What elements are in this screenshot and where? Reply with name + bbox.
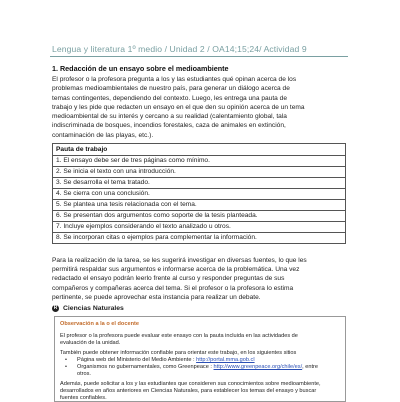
intro-line: El profesor o la profesora pregunta a los y las estudiantes qué opinan acerca de los [52,76,297,83]
pauta-item: 1. El ensayo debe ser de tres páginas como mínimo. [53,156,345,167]
observation-line: Además, puede solicitar a los y las estudiantes que consideren sus conocimientos sobre medioambiente, [60,381,321,387]
ciencias-bullet-icon: R [53,305,58,311]
ciencias-heading [52,305,124,312]
after-line: compañeros y compañeras acerca del tema. Si el profesor o la profesora lo estima [52,284,294,292]
pauta-item: 7. Incluye ejemplos considerando el texto analizado u otros. [53,222,345,233]
observation-line: También puede obtener información confiable para orientar este trabajo, en los siguientes sitios [60,350,297,356]
observation-line: evaluación de la unidad. [60,340,121,346]
bullet-text: Organismos no gubernamentales, como Greenpeace [77,364,209,370]
bullet-text: Página web del Ministerio del Medio Ambiente [77,357,192,363]
observation-bullet: • Página web del Ministerio del Medio Ambiente : http://portal.mma.gob.cl [65,357,255,363]
intro-line: trabajo y les pide que redacten un ensayo en el que den su opinión acerca de un tema [52,103,305,111]
greenpeace-link[interactable]: http://www.greenpeace.org/chile/es/ [213,364,303,370]
observation-line: fuentes confiables. [60,395,107,401]
intro-line: indiscriminada de bosques, incendios forestales, caza de animales en extinción, [52,122,286,130]
after-line: pertinente, se puede aprovechar esta instancia para realizar un debate. [52,293,261,301]
after-paragraph [52,256,352,302]
intro-paragraph [52,75,352,140]
pauta-table [52,143,346,244]
after-line: redactado el ensayo podrán leerlo frente al curso y responder preguntas de sus [52,275,285,283]
observation-line: El profesor o la profesora puede evaluar este ensayo con la pauta incluida en las actividades de [60,333,298,339]
bullet-dot-icon: • [65,364,67,370]
observation-box [54,316,346,402]
header-divider [50,56,348,57]
observation-bullet-cont: otros. [77,371,91,377]
intro-line: problemas medioambientales de nuestro país, para generar un diálogo acerca de [52,85,290,93]
section-title: 1. Redacción de un ensayo sobre el medioambiente [52,64,229,73]
intro-line: temas contingentes, dependiendo del contexto. Luego, les entrega una pauta de [52,94,287,102]
after-line: permitirá respaldar sus argumentos e informarse acerca de la problemática. Una vez [52,266,300,274]
page-header: Lengua y literatura 1º medio / Unidad 2 / OA14;15;24/ Actividad 9 [52,44,307,54]
pauta-item: 8. Se incorporan citas o ejemplos para complementar la información. [56,234,257,241]
pauta-item: 6. Se presentan dos argumentos como soporte de la tesis planteada. [53,211,345,222]
after-line: Para la realización de la tarea, se les sugerirá investigar en diversas fuentes, lo que les [52,257,307,264]
pauta-item: 2. Se inicia el texto con una introducción. [53,167,345,178]
intro-line: contaminación de las playas, etc.). [52,131,154,139]
pauta-title: Pauta de trabajo [53,144,345,156]
bullet-dot-icon: • [65,357,67,363]
pauta-item: 5. Se plantea una tesis relacionada con el tema. [53,200,345,211]
observation-bullet: • Organismos no gubernamentales, como Greenpeace : http://www.greenpeace.org/chile/es/, entre [65,364,319,370]
ciencias-label: Ciencias Naturales [63,305,124,312]
observation-title: Observación a la o el docente [60,321,139,327]
pauta-item: 4. Se cierra con una conclusión. [53,189,345,200]
intro-line: medioambiental de su interés y cercano a su realidad (calentamiento global, tala [52,113,287,121]
bullet-tail: , entre [302,364,319,370]
mma-link[interactable]: http://portal.mma.gob.cl [196,357,255,363]
pauta-item: 3. Se desarrolla el tema tratado. [53,178,345,189]
observation-line: desarrollados en años anteriores en Ciencias Naturales, para establecer los temas del ensayo y buscar [60,388,317,394]
